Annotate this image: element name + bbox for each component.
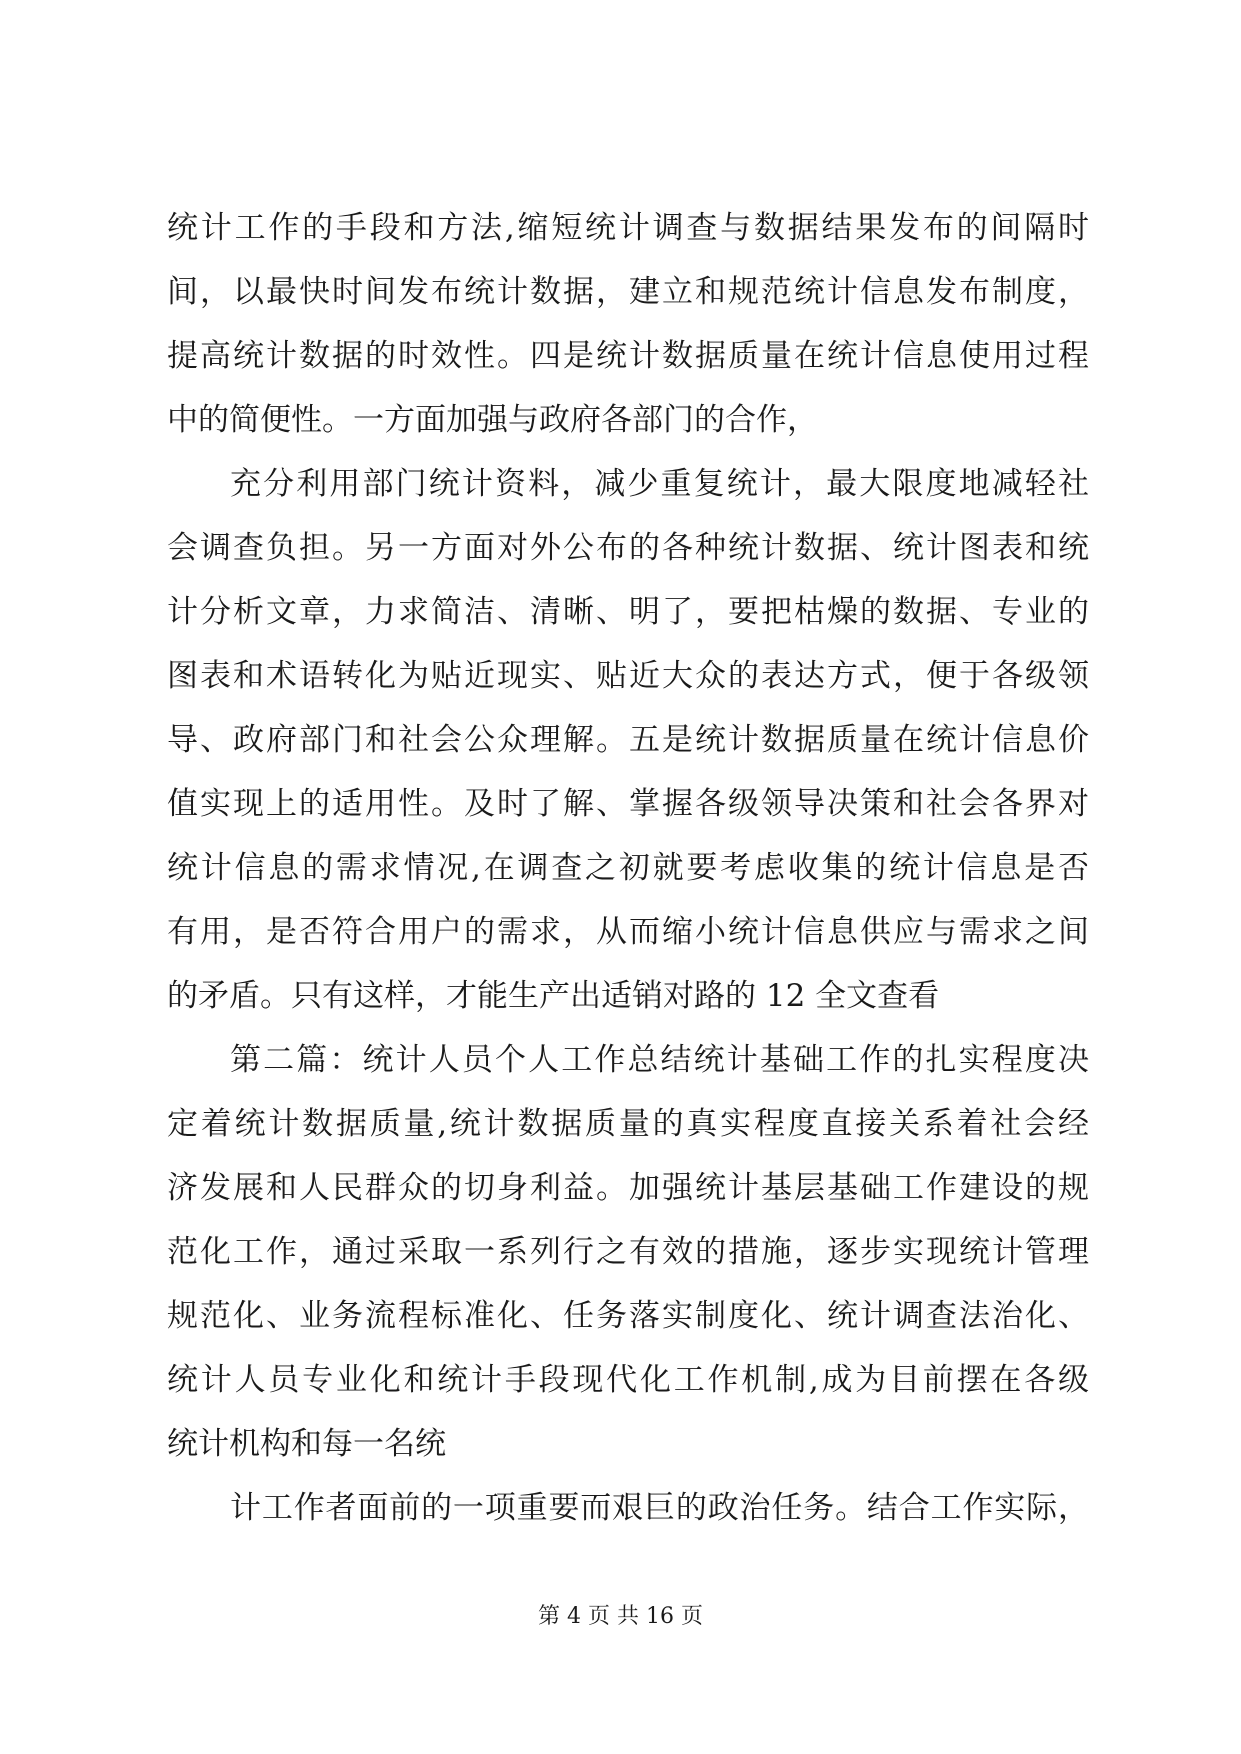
text-line: 间，以最快时间发布统计数据，建立和规范统计信息发布制度， xyxy=(167,274,1089,310)
text-line: 计分析文章，力求简洁、清晰、明了，要把枯燥的数据、专业的 xyxy=(167,594,1089,630)
text-line: 范化工作，通过采取一系列行之有效的措施，逐步实现统计管理 xyxy=(167,1234,1089,1270)
text-line: 提高统计数据的时效性。四是统计数据质量在统计信息使用过程 xyxy=(167,338,1089,374)
text-line: 统计工作的手段和方法,缩短统计调查与数据结果发布的间隔时 xyxy=(167,210,1089,246)
text-line: 第二篇：统计人员个人工作总结统计基础工作的扎实程度决 xyxy=(230,1042,1089,1078)
text-line: 中的简便性。一方面加强与政府各部门的合作， xyxy=(167,402,818,438)
text-line: 统计机构和每一名统 xyxy=(167,1426,446,1462)
text-line: 统计人员专业化和统计手段现代化工作机制,成为目前摆在各级 xyxy=(167,1362,1089,1398)
text-line: 值实现上的适用性。及时了解、掌握各级领导决策和社会各界对 xyxy=(167,786,1089,822)
page-footer: 第 4 页 共 16 页 xyxy=(538,1604,703,1629)
text-line: 计工作者面前的一项重要而艰巨的政治任务。结合工作实际， xyxy=(230,1490,1089,1526)
text-line: 充分利用部门统计资料，减少重复统计，最大限度地减轻社 xyxy=(230,466,1089,502)
text-line: 定着统计数据质量,统计数据质量的真实程度直接关系着社会经 xyxy=(167,1106,1089,1142)
text-line: 有用，是否符合用户的需求，从而缩小统计信息供应与需求之间 xyxy=(167,914,1089,950)
text-line: 济发展和人民群众的切身利益。加强统计基层基础工作建设的规 xyxy=(167,1170,1089,1206)
body-text xyxy=(167,196,1089,1540)
text-line: 规范化、业务流程标准化、任务落实制度化、统计调查法治化、 xyxy=(167,1298,1089,1334)
text-line: 统计信息的需求情况,在调查之初就要考虑收集的统计信息是否 xyxy=(167,850,1089,886)
text-line: 导、政府部门和社会公众理解。五是统计数据质量在统计信息价 xyxy=(167,722,1089,758)
text-line: 的矛盾。只有这样，才能生产出适销对路的 12 全文查看 xyxy=(167,978,940,1014)
text-line: 会调查负担。另一方面对外公布的各种统计数据、统计图表和统 xyxy=(167,530,1089,566)
text-line: 图表和术语转化为贴近现实、贴近大众的表达方式，便于各级领 xyxy=(167,658,1089,694)
